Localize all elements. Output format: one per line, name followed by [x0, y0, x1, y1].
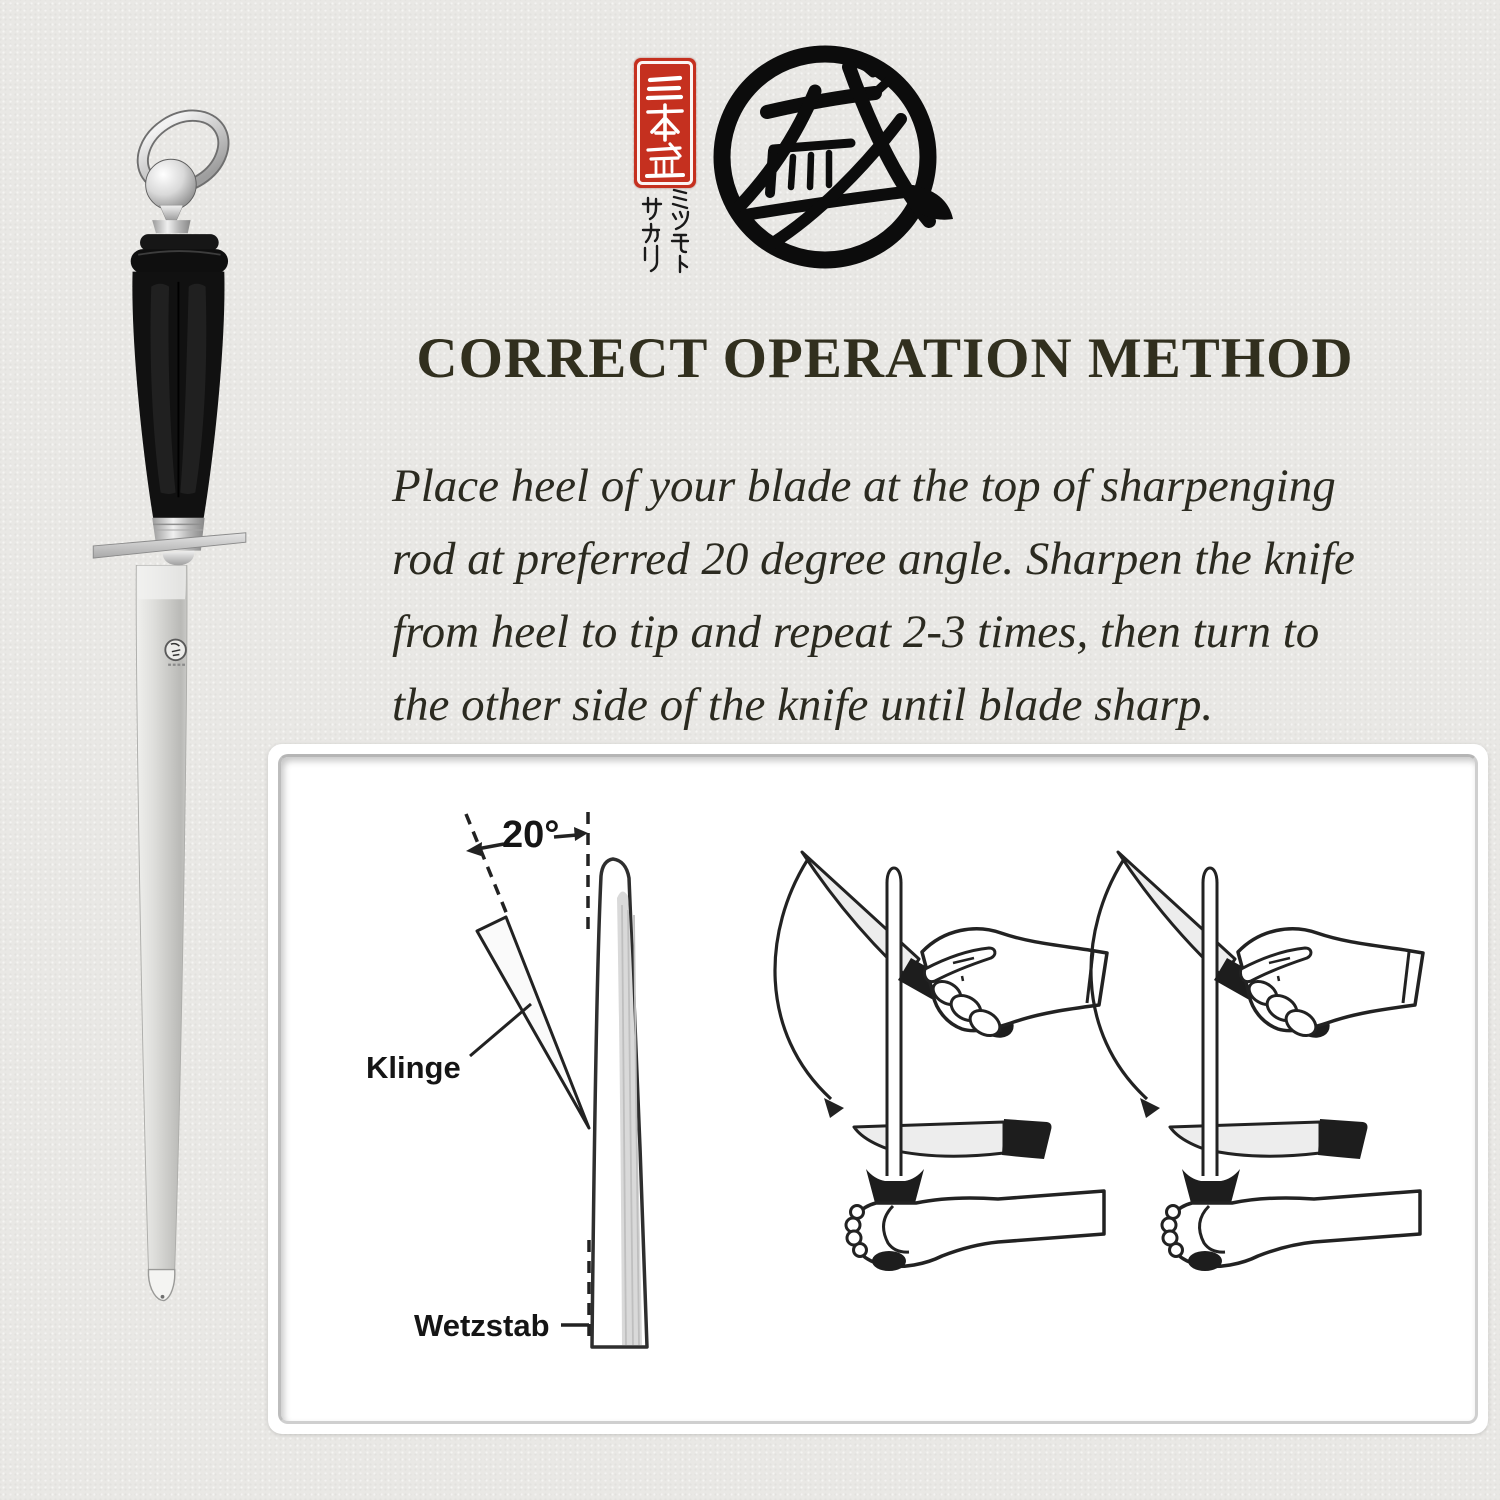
steel-rod — [136, 566, 187, 1270]
page-title: CORRECT OPERATION METHOD — [416, 327, 1354, 390]
sharpening-illustration-1 — [775, 852, 1107, 1271]
sharpening-rod-photo — [60, 90, 280, 1410]
instruction-line: rod at preferred 20 degree angle. Sharpen the knife — [392, 533, 1355, 585]
rod-handle — [131, 234, 228, 518]
brand-logo-mark — [675, 7, 975, 307]
instruction-paragraph — [392, 450, 1467, 742]
instruction-line: from heel to tip and repeat 2-3 times, then turn to — [392, 606, 1320, 658]
angle-diagram — [466, 812, 647, 1347]
blade-cross-section — [477, 917, 589, 1128]
rod-label: Wetzstab — [414, 1308, 550, 1343]
instruction-line: Place heel of your blade at the top of sharpenging — [392, 460, 1336, 512]
angle-label: 20° — [502, 814, 560, 856]
blade-label: Klinge — [366, 1050, 461, 1085]
swivel-ball — [146, 159, 197, 210]
instruction-line: the other side of the knife until blade sharp. — [392, 679, 1214, 731]
brand-logo-circle-icon — [675, 7, 975, 307]
sharpening-illustration-2 — [1091, 852, 1423, 1271]
